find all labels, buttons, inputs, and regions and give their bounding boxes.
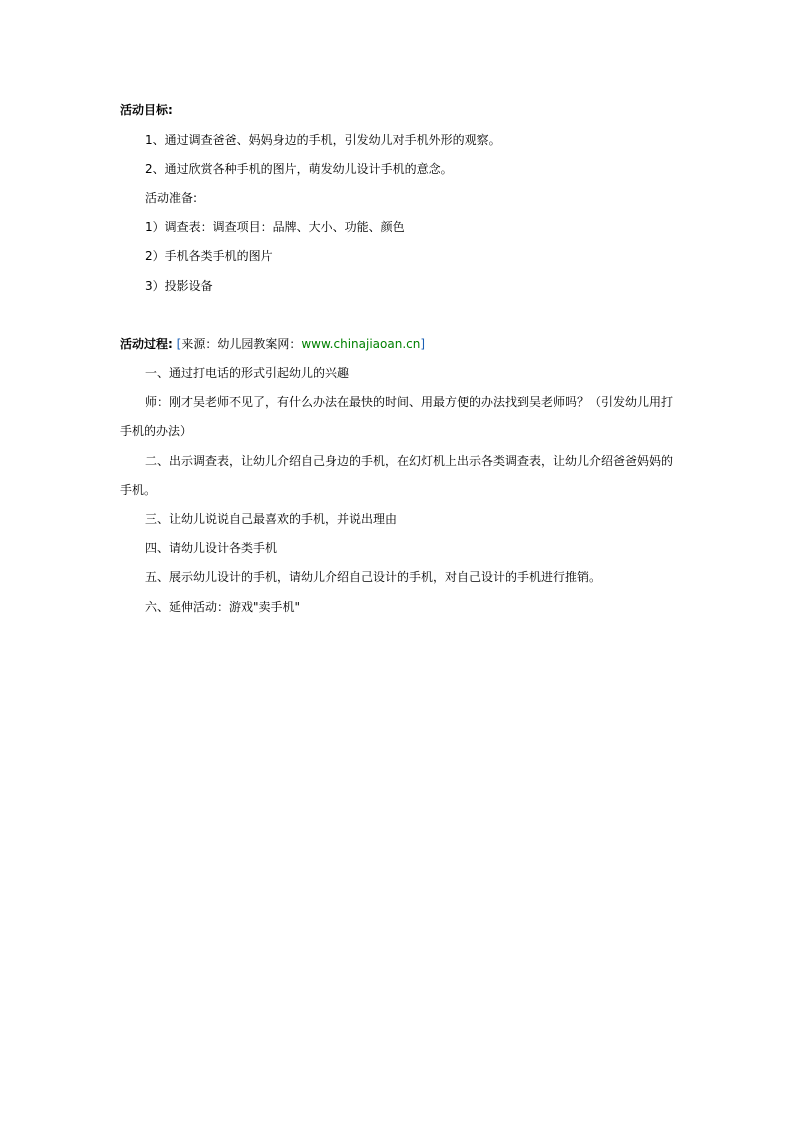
goal-item-2: 2、通过欣赏各种手机的图片，萌发幼儿设计手机的意念。 [145, 162, 453, 176]
teacher-line-2: 手机的办法） [120, 424, 193, 438]
process-step-6: 六、延伸活动：游戏"卖手机" [145, 600, 301, 614]
process-step-4: 四、请幼儿设计各类手机 [145, 541, 278, 555]
process-step-2-line-1: 二、出示调查表，让幼儿介绍自己身边的手机，在幻灯机上出示各类调查表，让幼儿介绍爸爸妈妈的 [145, 454, 674, 468]
process-heading: 活动过程: [120, 337, 173, 351]
teacher-line-1: 师：刚才吴老师不见了，有什么办法在最快的时间、用最方便的办法找到吴老师吗？（引发幼儿用打 [145, 395, 674, 409]
process-step-5: 五、展示幼儿设计的手机，请幼儿介绍自己设计的手机，对自己设计的手机进行推销。 [145, 570, 602, 584]
process-step-2-line-2: 手机。 [120, 483, 157, 497]
source-label: 来源：幼儿园教案网： [181, 337, 302, 351]
process-step-1: 一、通过打电话的形式引起幼儿的兴趣 [145, 366, 350, 380]
source-open-bracket: [ [176, 337, 182, 351]
goal-item-1: 1、通过调查爸爸、妈妈身边的手机，引发幼儿对手机外形的观察。 [145, 133, 501, 147]
process-step-3: 三、让幼儿说说自己最喜欢的手机，并说出理由 [145, 512, 398, 526]
source-link[interactable]: www.chinajiaoan.cn [301, 337, 421, 351]
preparation-item-1: 1）调查表：调查项目：品牌、大小、功能、颜色 [145, 220, 405, 234]
preparation-item-2: 2）手机各类手机的图片 [145, 249, 273, 263]
preparation-item-3: 3）投影设备 [145, 279, 213, 293]
process-heading-line [120, 336, 425, 352]
source-close-bracket: ] [420, 337, 426, 351]
goals-heading: 活动目标: [120, 103, 173, 117]
preparation-heading: 活动准备: [145, 191, 198, 205]
